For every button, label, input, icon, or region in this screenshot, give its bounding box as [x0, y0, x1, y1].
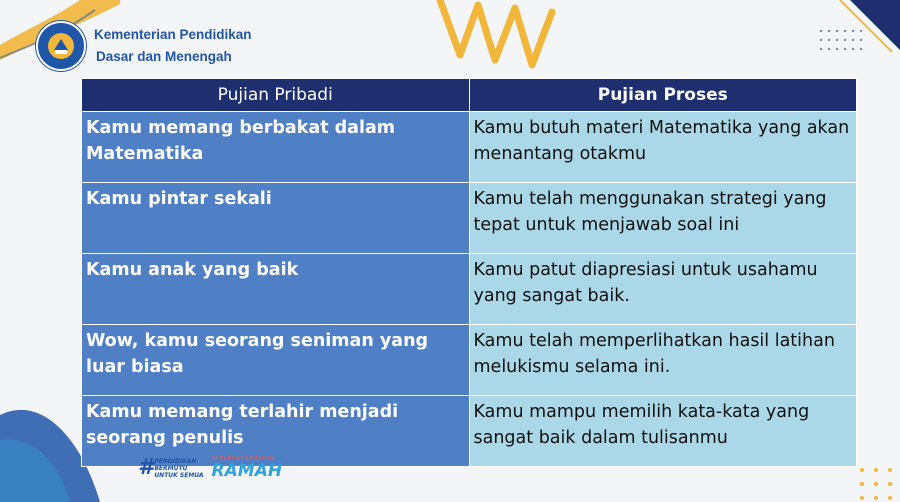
footer-logos: [138, 456, 282, 480]
table-row: [82, 183, 857, 254]
column-header-pujian-pribadi: Pujian Pribadi: [82, 79, 470, 112]
pujian-proses-cell: Kamu telah memperlihatkan hasil latihan melukismu selama ini.: [469, 325, 857, 396]
tut-wuri-handayani-logo-icon: [36, 21, 86, 71]
pujian-pribadi-cell: Wow, kamu seorang seniman yang luar biasa: [82, 325, 470, 396]
table-row: [82, 112, 857, 183]
table-header-row: [82, 79, 857, 112]
table-row: [82, 254, 857, 325]
tagline-line: BERMUTU: [154, 464, 188, 472]
table-row: [82, 325, 857, 396]
zigzag-decoration: [430, 0, 560, 75]
pujian-proses-cell: Kamu butuh materi Matematika yang akan menantang otakmu: [469, 112, 857, 183]
ministry-name: [94, 24, 252, 68]
pujian-proses-cell: Kamu telah menggunakan strategi yang tepat untuk menjawab soal ini: [469, 183, 857, 254]
pujian-pribadi-cell: Kamu memang berbakat dalam Matematika: [82, 112, 470, 183]
ministry-header: [36, 22, 252, 70]
pujian-proses-cell: Kamu patut diapresiasi untuk usahamu yang sangat baik.: [469, 254, 857, 325]
pujian-pribadi-cell: Kamu memang terlahir menjadi seorang penulis: [82, 396, 470, 467]
ministry-name-line2: Dasar dan Menengah: [96, 49, 232, 64]
ramah-logo: [212, 456, 283, 480]
tagline-line: UNTUK SEMUA: [154, 471, 204, 479]
ramah-wordmark: RAMAH: [211, 461, 283, 481]
pendidikan-bermutu-tagline: [154, 458, 203, 479]
pujian-pribadi-cell: Kamu pintar sekali: [82, 183, 470, 254]
pujian-proses-cell: Kamu mampu memilih kata-kata yang sangat baik dalam tulisanmu: [469, 396, 857, 467]
column-header-pujian-proses: Pujian Proses: [469, 79, 857, 112]
tagline-line: PENDIDIKAN: [154, 457, 197, 465]
ministry-name-line1: Kementerian Pendidikan: [94, 27, 252, 42]
bottom-right-dots-decoration: [858, 466, 898, 500]
praise-comparison-table: [81, 78, 857, 467]
ramah-subtitle: SEMANGAT RAMADAN: [211, 456, 275, 462]
dot-grid-decoration: [818, 28, 868, 54]
pujian-pribadi-cell: Kamu anak yang baik: [82, 254, 470, 325]
pendidikan-bermutu-hash-logo: #: [138, 455, 154, 480]
